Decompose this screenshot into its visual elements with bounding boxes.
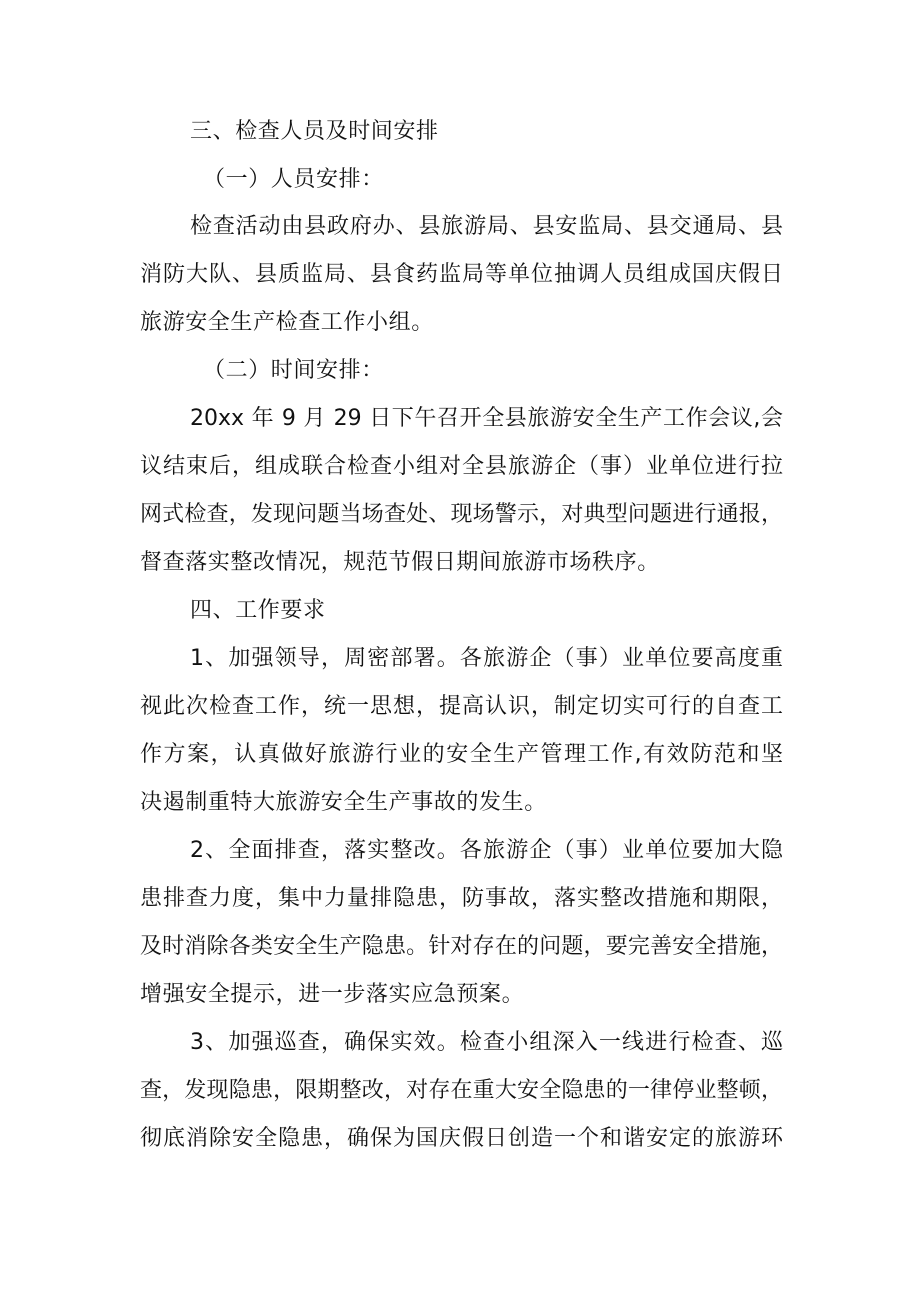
paragraph-line: 3、加强巡查，确保实效。检查小组深入一线进行检查、巡 (190, 1030, 783, 1055)
paragraph-line: 作方案，认真做好旅游行业的安全生产管理工作,有效防范和坚 (140, 742, 783, 767)
paragraph-line: 视此次检查工作，统一思想，提高认识，制定切实可行的自查工 (140, 694, 783, 719)
paragraph-line: 督查落实整改情况，规范节假日期间旅游市场秩序。 (140, 550, 660, 575)
paragraph-line: 查，发现隐患，限期整改，对存在重大安全隐患的一律停业整顿， (140, 1078, 783, 1103)
section-heading-4: 四、工作要求 (190, 598, 326, 623)
paragraph-line: 检查活动由县政府办、县旅游局、县安监局、县交通局、县 (190, 214, 783, 239)
paragraph-line: 1、加强领导，周密部署。各旅游企（事）业单位要高度重 (190, 646, 783, 671)
paragraph-line: 消防大队、县质监局、县食药监局等单位抽调人员组成国庆假日 (140, 262, 783, 287)
paragraph-line: 旅游安全生产检查工作小组。 (140, 310, 434, 335)
paragraph-line: 20xx 年 9 月 29 日下午召开全县旅游安全生产工作会议,会 (190, 406, 783, 431)
paragraph-line: 增强安全提示，进一步落实应急预案。 (140, 982, 525, 1007)
paragraph-line: 议结束后，组成联合检查小组对全县旅游企（事）业单位进行拉 (140, 454, 783, 479)
paragraph-line: 网式检查，发现问题当场查处、现场警示，对典型问题进行通报， (140, 502, 783, 527)
paragraph-line: 决遏制重特大旅游安全生产事故的发生。 (140, 790, 547, 815)
paragraph-line: 及时消除各类安全生产隐患。针对存在的问题，要完善安全措施， (140, 934, 783, 959)
paragraph-line: 彻底消除安全隐患，确保为国庆假日创造一个和谐安定的旅游环 (140, 1126, 783, 1151)
subheading-personnel: （一）人员安排： (203, 167, 384, 192)
paragraph-line: 患排查力度，集中力量排隐患，防事故，落实整改措施和期限， (140, 886, 783, 911)
section-heading-3: 三、检查人员及时间安排 (190, 119, 439, 144)
subheading-schedule: （二）时间安排： (203, 358, 384, 383)
paragraph-line: 2、全面排查，落实整改。各旅游企（事）业单位要加大隐 (190, 838, 783, 863)
